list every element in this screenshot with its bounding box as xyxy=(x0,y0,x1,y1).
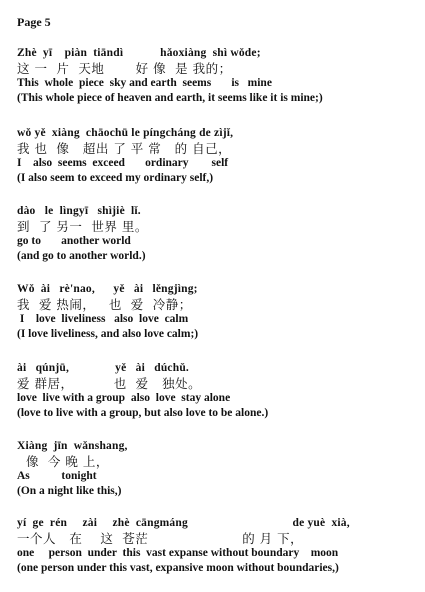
english-gloss-line: one person under this vast expanse without boundary moon xyxy=(17,547,339,559)
translation-line: (I love liveliness, and also love calm;) xyxy=(17,328,199,340)
english-gloss-line: This whole piece sky and earth seems is mine xyxy=(17,77,272,89)
stanza-1 xyxy=(17,46,419,106)
english-gloss-line: I love liveliness also love calm xyxy=(17,313,189,325)
stanza-4 xyxy=(17,282,419,342)
stanza-2 xyxy=(17,126,419,186)
english-gloss-line: As tonight xyxy=(17,470,97,482)
translation-line: (This whole piece of heaven and earth, it seems like it is mine;) xyxy=(17,92,323,104)
english-gloss-line: love live with a group also love stay alone xyxy=(17,392,231,404)
pinyin-line: Wǒ ài rè'nao, yě ài lěngjìng; xyxy=(17,283,198,295)
stanza-6 xyxy=(17,439,419,499)
pinyin-line: ài qúnjū, yě ài dúchǔ. xyxy=(17,362,189,374)
english-gloss-line: go to another world xyxy=(17,235,131,247)
translation-line: (On a night like this,) xyxy=(17,485,122,497)
english-gloss-line: I also seems exceed ordinary self xyxy=(17,157,229,169)
stanza-7 xyxy=(17,516,419,576)
hanzi-line: 爱 群居， 也 爱 独处。 xyxy=(17,376,202,391)
pinyin-line: dào le lìngyī shìjiè lǐ. xyxy=(17,205,141,217)
hanzi-line: 我 也 像 超出 了 平 常 的 自己， xyxy=(17,141,232,156)
stanza-5 xyxy=(17,361,419,421)
translation-line: (one person under this vast, expansive moon without boundaries,) xyxy=(17,562,339,574)
translation-line: (and go to another world.) xyxy=(17,250,146,262)
pinyin-line: Zhè yī piàn tiāndì hǎoxiàng shì wǒde; xyxy=(17,47,261,59)
page-title: Page 5 xyxy=(17,15,51,29)
hanzi-line: 这 一 片 天地 好 像 是 我的； xyxy=(17,61,232,76)
pinyin-line: yí ge rén zài zhè cāngmáng de yuè xià, xyxy=(17,517,350,529)
pinyin-line: wǒ yě xiàng chāochū le píngcháng de zìjǐ, xyxy=(17,127,234,139)
hanzi-line: 像 今 晚 上， xyxy=(17,454,109,469)
hanzi-line: 到 了 另一 世界 里。 xyxy=(17,219,148,234)
hanzi-line: 我 爱 热闹， 也 爱 冷静； xyxy=(17,297,192,312)
pinyin-line: Xiàng jīn wǎnshang, xyxy=(17,440,128,452)
translation-line: (love to live with a group, but also love to be alone.) xyxy=(17,407,269,419)
translation-line: (I also seem to exceed my ordinary self,) xyxy=(17,172,214,184)
hanzi-line: 一个人 在 这 苍茫 的 月 下， xyxy=(17,531,304,546)
stanza-3 xyxy=(17,204,419,264)
